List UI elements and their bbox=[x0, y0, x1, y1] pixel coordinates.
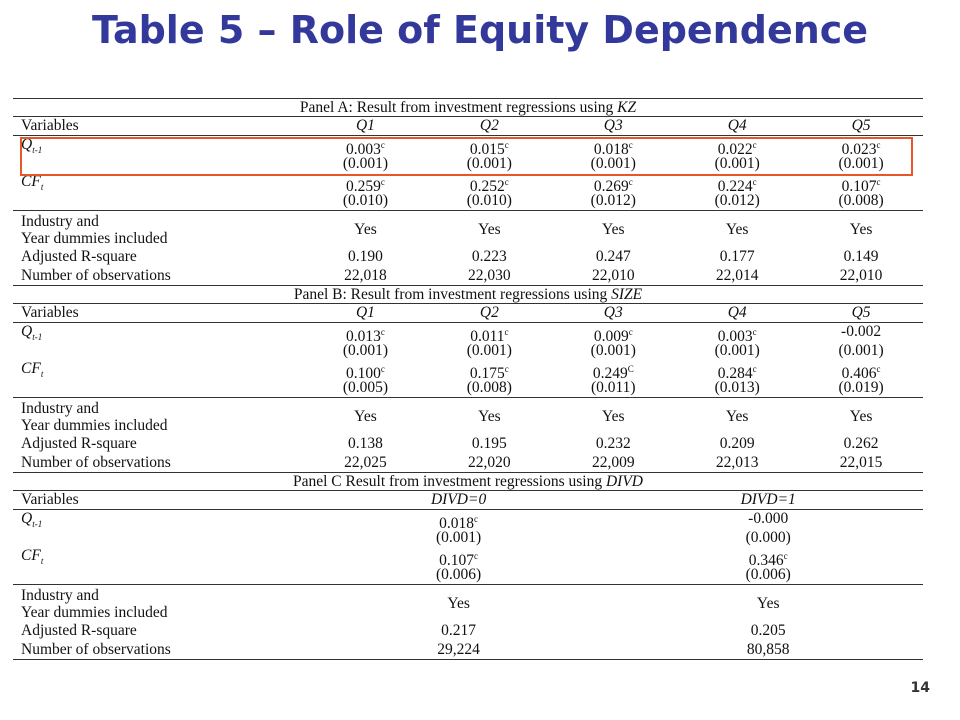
panel-b-q-row: $Q_{t-1}$ 0.013$^c$ 0.011$^c$ 0.009$^c$ 0.003$^c$ -0.002 bbox=[21, 323, 882, 346]
panel-a-r2-row: Adjusted R-square 0.190 0.223 0.247 0.177 0.149 bbox=[21, 248, 879, 265]
panel-c-r2-row: Adjusted R-square 0.217 0.205 bbox=[21, 622, 786, 639]
panel-a-n-row: Number of observations 22,018 22,030 22,010 22,014 22,010 bbox=[21, 266, 883, 284]
panel-c-q-row: $Q_{t-1}$ 0.018$^c$ -0.000 bbox=[21, 510, 789, 533]
regression-table bbox=[13, 98, 923, 660]
page-number: 14 bbox=[910, 680, 930, 696]
panel-b-r2-row: Adjusted R-square 0.138 0.195 0.232 0.209 0.262 bbox=[21, 435, 879, 452]
panel-a-q-row: $Q_{t-1}$ 0.003$^c$ 0.015$^c$ 0.018$^c$ 0.022$^c$ 0.023$^c$ bbox=[21, 136, 881, 159]
panel-b-n-row: Number of observations 22,025 22,020 22,009 22,013 22,015 bbox=[21, 453, 883, 471]
panel-c-caption: Panel C Result from investment regressions using DIVD bbox=[13, 472, 923, 491]
panel-c-cf-se-row: (0.006) (0.006) bbox=[13, 566, 923, 586]
panel-a-cf-row: $CF_t$ 0.259$^c$ 0.252$^c$ 0.269$^c$ 0.224$^c$ 0.107$^c$ bbox=[21, 173, 881, 196]
highlight-box bbox=[20, 137, 913, 176]
panel-a-q-se-row: (0.001) (0.001) (0.001) (0.001) (0.001) bbox=[342, 154, 884, 172]
panel-b-cf-se-row: (0.005) (0.008) (0.011) (0.013) (0.019) bbox=[13, 379, 923, 399]
panel-c-n-row: Number of observations 29,224 80,858 bbox=[13, 641, 923, 661]
panel-c-cf-row: $CF_t$ 0.107$^c$ 0.346$^c$ bbox=[21, 547, 788, 570]
panel-a-header-row: Variables Q1 Q2 Q3 Q4 Q5 bbox=[13, 117, 923, 137]
panel-b-dummies-row: Industry and Year dummies included Yes Yes Yes Yes Yes bbox=[21, 399, 873, 434]
panel-b-cf-row: $CF_t$ 0.100$^c$ 0.175$^c$ $0.249^C$ 0.284$^c$ 0.406$^c$ bbox=[21, 360, 881, 383]
panel-c-dummies-row: Industry and Year dummies included Yes Yes bbox=[21, 586, 780, 621]
slide-title: Table 5 – Role of Equity Dependence bbox=[91, 8, 869, 52]
panel-a-cf-se-row: (0.010) (0.010) (0.012) (0.012) (0.008) bbox=[13, 192, 923, 212]
panel-c-header-row: Variables DIVD=0 DIVD=1 bbox=[13, 491, 923, 511]
panel-b-caption: Panel B: Result from investment regressions using SIZE bbox=[13, 285, 923, 304]
panel-b-q-se-row: (0.001) (0.001) (0.001) (0.001) (0.001) bbox=[342, 341, 884, 359]
panel-b-header-row: Variables Q1 Q2 Q3 Q4 Q5 bbox=[13, 304, 923, 324]
panel-a-caption: Panel A: Result from investment regressions using KZ bbox=[13, 98, 923, 117]
panel-a-dummies-row: Industry and Year dummies included Yes Yes Yes Yes Yes bbox=[21, 212, 873, 247]
panel-c-q-se-row: (0.001) (0.000) bbox=[436, 528, 791, 546]
